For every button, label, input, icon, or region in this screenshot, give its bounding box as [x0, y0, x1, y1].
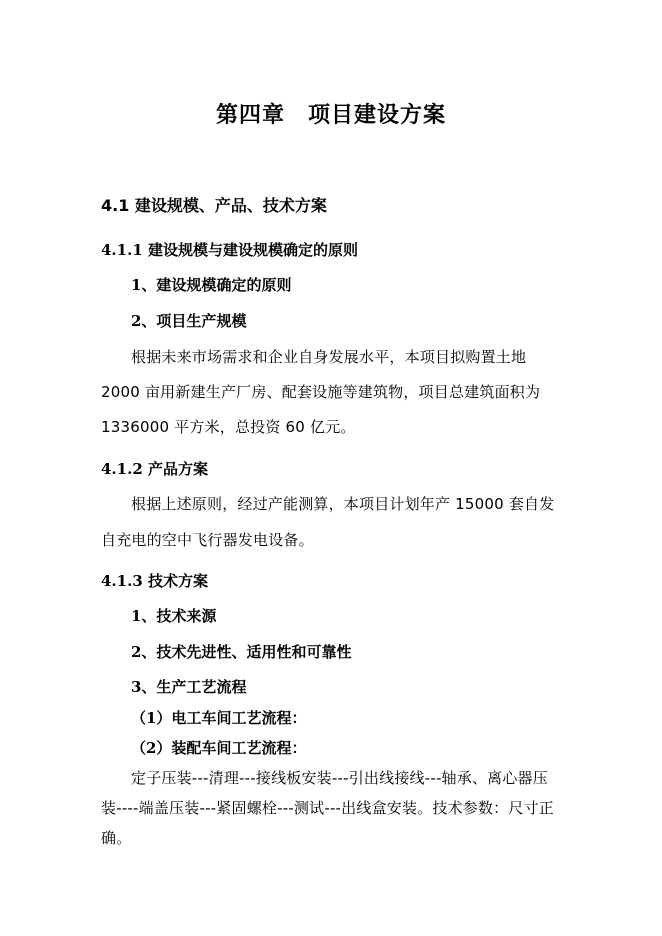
item-principle-heading: 1、建设规模确定的原则 [131, 276, 292, 294]
sub-electrical-workshop-heading: （1）电工车间工艺流程： [131, 709, 307, 727]
section-heading-4-1-3: 4.1.3 技术方案 [101, 572, 208, 590]
scale-paragraph-line-2: 2000 亩用新建生产厂房、配套设施等建筑物，项目总建筑面积为 [101, 383, 541, 401]
product-paragraph-line-2: 自充电的空中飞行器发电设备。 [101, 531, 314, 549]
section-heading-4-1-1: 4.1.1 建设规模与建设规模确定的原则 [101, 241, 358, 259]
sub-assembly-workshop-heading: （2）装配车间工艺流程： [131, 739, 307, 757]
product-paragraph-line-1: 根据上述原则，经过产能测算，本项目计划年产 15000 套自发 [131, 495, 555, 513]
chapter-title: 第四章 项目建设方案 [215, 102, 446, 128]
item-tech-advanced-heading: 2、技术先进性、适用性和可靠性 [131, 643, 352, 661]
item-scale-heading: 2、项目生产规模 [131, 312, 247, 330]
process-paragraph-line-2: 装----端盖压装---紧固螺栓---测试---出线盒安装。技术参数：尺寸正 [101, 799, 554, 817]
item-tech-source-heading: 1、技术来源 [131, 607, 217, 625]
item-process-heading: 3、生产工艺流程 [131, 678, 247, 696]
scale-paragraph-line-3: 1336000 平方米，总投资 60 亿元。 [101, 418, 356, 436]
section-heading-4-1: 4.1 建设规模、产品、技术方案 [101, 196, 327, 215]
section-heading-4-1-2: 4.1.2 产品方案 [101, 460, 208, 478]
process-paragraph-line-1: 定子压装---清理---接线板安装---引出线接线---轴承、离心器压 [131, 769, 548, 787]
process-paragraph-line-3: 确。 [101, 829, 132, 847]
scale-paragraph-line-1: 根据未来市场需求和企业自身发展水平，本项目拟购置土地 [131, 348, 527, 366]
